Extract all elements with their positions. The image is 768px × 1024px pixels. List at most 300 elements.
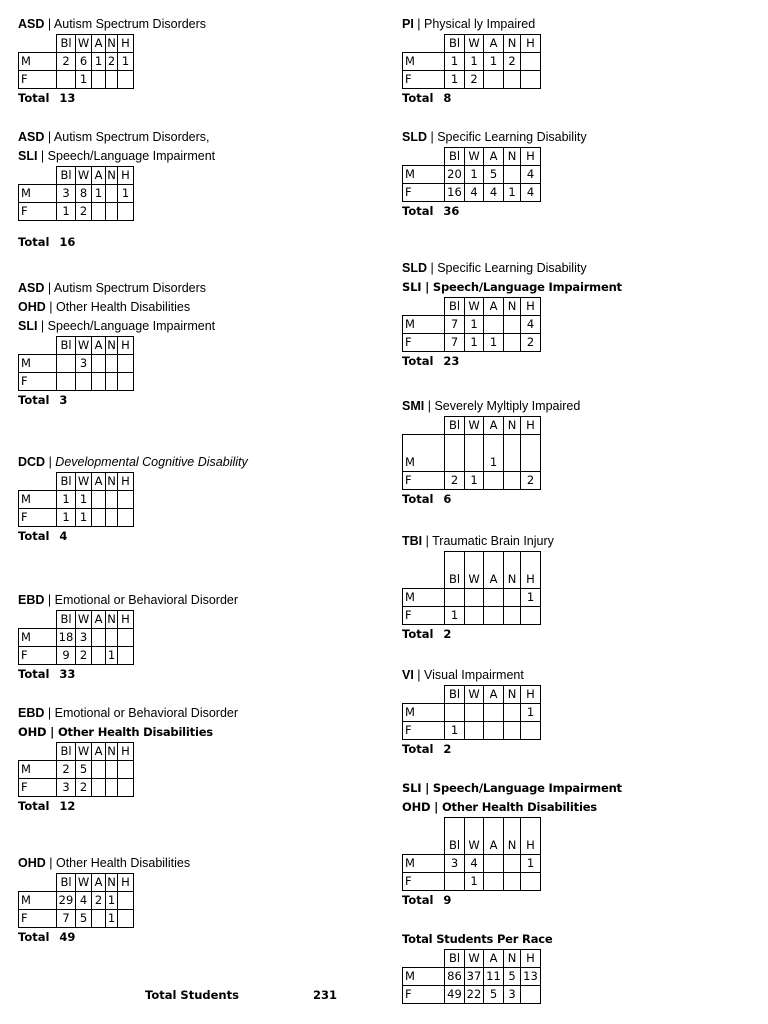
category-name: Speech/Language Impairment xyxy=(432,280,622,294)
row-label-f: F xyxy=(19,647,57,665)
header-corner-cell xyxy=(403,818,445,855)
category-heading xyxy=(402,128,587,147)
column-header-n: N xyxy=(504,298,521,316)
column-header-bl: Bl xyxy=(445,552,465,589)
row-label-m: M xyxy=(19,761,57,779)
race-totals-block xyxy=(402,930,553,1004)
row-label-m: M xyxy=(403,53,445,71)
column-header-bl: Bl xyxy=(445,950,465,968)
category-code: SLD xyxy=(402,261,427,275)
category-name: Traumatic Brain Injury xyxy=(432,534,554,548)
table-header-row xyxy=(403,148,541,166)
category-heading xyxy=(18,317,215,336)
race-count-table xyxy=(402,949,541,1004)
table-row-m xyxy=(19,761,134,779)
category-block xyxy=(18,279,215,409)
total-label: Total xyxy=(402,627,434,641)
category-heading xyxy=(402,259,622,278)
column-header-n: N xyxy=(504,148,521,166)
count-cell: 1 xyxy=(484,53,504,71)
column-header-bl: Bl xyxy=(445,417,465,435)
count-cell: 2 xyxy=(106,53,118,71)
heading-separator: | xyxy=(413,17,425,31)
count-cell: 8 xyxy=(76,185,92,203)
row-label-f: F xyxy=(403,184,445,202)
table-row-f xyxy=(403,873,541,891)
table-row-m xyxy=(403,166,541,184)
table-header-row xyxy=(403,417,541,435)
count-cell: 1 xyxy=(484,334,504,352)
count-cell xyxy=(504,704,521,722)
total-students-label: Total Students xyxy=(145,988,239,1002)
count-cell: 1 xyxy=(57,509,76,527)
column-header-h: H xyxy=(521,148,541,166)
category-total xyxy=(18,391,215,409)
total-label: Total xyxy=(402,204,434,218)
category-code: SLI xyxy=(402,280,422,294)
category-code: DCD xyxy=(18,455,46,469)
table-header-row xyxy=(403,298,541,316)
category-block xyxy=(402,532,554,643)
category-heading xyxy=(18,298,215,317)
table-row-f xyxy=(403,986,541,1004)
heading-separator: | xyxy=(45,300,56,314)
table-row-f xyxy=(19,910,134,928)
count-cell: 1 xyxy=(106,647,118,665)
count-cell: 3 xyxy=(76,629,92,647)
heading-separator: | xyxy=(44,593,55,607)
count-cell xyxy=(484,704,504,722)
heading-separator: | xyxy=(44,281,54,295)
category-block xyxy=(402,128,587,220)
count-cell xyxy=(484,873,504,891)
race-count-table xyxy=(18,742,134,797)
count-cell xyxy=(465,607,484,625)
category-heading xyxy=(18,279,215,298)
row-label-f: F xyxy=(403,986,445,1004)
row-label-f: F xyxy=(19,509,57,527)
count-cell: 1 xyxy=(465,166,484,184)
count-cell xyxy=(118,629,134,647)
count-cell xyxy=(118,892,134,910)
count-cell xyxy=(465,589,484,607)
count-cell: 2 xyxy=(504,53,521,71)
row-label-m: M xyxy=(19,355,57,373)
row-label-f: F xyxy=(403,607,445,625)
header-corner-cell xyxy=(403,417,445,435)
race-count-table xyxy=(18,166,134,221)
row-label-m: M xyxy=(403,316,445,334)
count-cell: 1 xyxy=(76,491,92,509)
count-cell xyxy=(484,316,504,334)
category-code: OHD xyxy=(18,856,46,870)
count-cell xyxy=(106,355,118,373)
table-row-f xyxy=(403,722,541,740)
category-heading xyxy=(18,723,238,742)
column-header-n: N xyxy=(106,35,118,53)
count-cell xyxy=(504,607,521,625)
table-header-row xyxy=(19,35,134,53)
category-code: ASD xyxy=(18,130,45,144)
column-header-h: H xyxy=(118,473,134,491)
heading-separator: | xyxy=(421,781,433,795)
column-header-h: H xyxy=(118,35,134,53)
header-corner-cell xyxy=(403,552,445,589)
race-count-table xyxy=(18,610,134,665)
category-name: Specific Learning Disability xyxy=(437,261,587,275)
race-count-table xyxy=(18,873,134,928)
total-label: Total xyxy=(18,235,50,249)
count-cell xyxy=(521,607,541,625)
column-header-h: H xyxy=(521,818,541,855)
table-row-f xyxy=(403,334,541,352)
heading-separator: | xyxy=(45,856,56,870)
count-cell xyxy=(465,722,484,740)
category-total xyxy=(402,490,580,508)
count-cell: 1 xyxy=(465,53,484,71)
total-students-value: 231 xyxy=(313,988,338,1002)
column-header-w: W xyxy=(76,473,92,491)
category-heading xyxy=(402,532,554,551)
column-header-bl: Bl xyxy=(445,686,465,704)
category-block xyxy=(402,15,541,107)
column-header-a: A xyxy=(92,337,106,355)
count-cell xyxy=(57,71,76,89)
total-value: 16 xyxy=(59,235,76,249)
category-heading xyxy=(402,798,622,817)
count-cell: 1 xyxy=(76,509,92,527)
total-value: 2 xyxy=(443,742,452,756)
category-name: Visual Impairment xyxy=(424,668,524,682)
total-label: Total xyxy=(402,354,434,368)
category-heading xyxy=(18,15,206,34)
count-cell xyxy=(521,71,541,89)
count-cell xyxy=(521,986,541,1004)
count-cell xyxy=(92,373,106,391)
count-cell xyxy=(92,629,106,647)
count-cell: 7 xyxy=(445,334,465,352)
column-header-bl: Bl xyxy=(57,874,76,892)
row-label-f: F xyxy=(19,910,57,928)
column-header-w: W xyxy=(76,167,92,185)
count-cell xyxy=(106,373,118,391)
count-cell xyxy=(484,855,504,873)
count-cell xyxy=(92,761,106,779)
category-heading xyxy=(18,453,248,472)
category-name: Other Health Disabilities xyxy=(55,300,191,314)
count-cell: 3 xyxy=(57,185,76,203)
count-cell: 86 xyxy=(445,968,465,986)
count-cell xyxy=(504,589,521,607)
count-cell: 1 xyxy=(106,892,118,910)
count-cell: 2 xyxy=(76,779,92,797)
column-header-bl: Bl xyxy=(57,473,76,491)
count-cell xyxy=(504,435,521,472)
count-cell xyxy=(504,855,521,873)
category-heading xyxy=(18,704,238,723)
category-total xyxy=(18,928,190,946)
count-cell: 1 xyxy=(484,435,504,472)
count-cell: 4 xyxy=(484,184,504,202)
row-label-m: M xyxy=(19,491,57,509)
count-cell: 2 xyxy=(521,472,541,490)
count-cell: 1 xyxy=(106,910,118,928)
header-corner-cell xyxy=(403,950,445,968)
column-header-a: A xyxy=(484,950,504,968)
table-row-f xyxy=(403,472,541,490)
column-header-bl: Bl xyxy=(57,167,76,185)
count-cell xyxy=(57,373,76,391)
column-header-a: A xyxy=(92,743,106,761)
table-header-row xyxy=(403,686,541,704)
count-cell: 4 xyxy=(521,184,541,202)
category-heading xyxy=(18,147,215,166)
category-heading xyxy=(402,397,580,416)
category-code: OHD xyxy=(18,725,47,739)
category-block xyxy=(402,666,541,758)
total-value: 9 xyxy=(443,893,452,907)
count-cell: 1 xyxy=(118,185,134,203)
category-code: SLD xyxy=(402,130,427,144)
column-header-n: N xyxy=(106,611,118,629)
row-label-m: M xyxy=(403,166,445,184)
column-header-w: W xyxy=(76,611,92,629)
category-name: Autism Spectrum Disorders, xyxy=(53,130,210,144)
column-header-a: A xyxy=(92,473,106,491)
count-cell: 18 xyxy=(57,629,76,647)
count-cell xyxy=(118,761,134,779)
count-cell: 2 xyxy=(465,71,484,89)
category-name: Physical ly Impaired xyxy=(424,17,536,31)
race-count-table xyxy=(402,147,541,202)
column-header-bl: Bl xyxy=(57,743,76,761)
race-count-table xyxy=(402,416,541,490)
column-header-a: A xyxy=(484,35,504,53)
table-row-f xyxy=(19,203,134,221)
table-row-m xyxy=(19,892,134,910)
count-cell: 5 xyxy=(484,166,504,184)
heading-separator: | xyxy=(46,725,58,739)
row-label-f: F xyxy=(403,873,445,891)
row-label-f: F xyxy=(19,779,57,797)
table-row-f xyxy=(19,373,134,391)
count-cell: 7 xyxy=(445,316,465,334)
header-corner-cell xyxy=(403,298,445,316)
heading-separator: | xyxy=(44,130,54,144)
count-cell: 5 xyxy=(504,968,521,986)
heading-separator: | xyxy=(424,399,435,413)
category-code: ASD xyxy=(18,17,45,31)
table-header-row xyxy=(403,950,541,968)
column-header-h: H xyxy=(521,686,541,704)
total-label: Total xyxy=(18,930,50,944)
count-cell xyxy=(106,71,118,89)
count-cell xyxy=(76,373,92,391)
column-header-h: H xyxy=(521,298,541,316)
column-header-n: N xyxy=(504,950,521,968)
count-cell: 5 xyxy=(484,986,504,1004)
count-cell: 3 xyxy=(57,779,76,797)
row-label-m: M xyxy=(403,704,445,722)
count-cell xyxy=(504,316,521,334)
column-header-bl: Bl xyxy=(445,35,465,53)
row-label-m: M xyxy=(19,892,57,910)
table-header-row xyxy=(19,611,134,629)
count-cell: 1 xyxy=(445,53,465,71)
table-header-row xyxy=(19,874,134,892)
total-label: Total xyxy=(18,667,50,681)
category-block xyxy=(18,591,238,683)
heading-separator: | xyxy=(413,668,425,682)
table-row-m xyxy=(403,435,541,472)
column-header-n: N xyxy=(106,743,118,761)
column-header-w: W xyxy=(465,298,484,316)
category-heading xyxy=(18,591,238,610)
count-cell xyxy=(465,704,484,722)
count-cell: 37 xyxy=(465,968,484,986)
row-label-f: F xyxy=(403,71,445,89)
total-label: Total xyxy=(402,742,434,756)
category-total xyxy=(402,202,587,220)
heading-separator: | xyxy=(44,17,54,31)
category-code: EBD xyxy=(18,706,45,720)
row-label-m: M xyxy=(19,629,57,647)
category-total xyxy=(18,665,238,683)
total-label: Total xyxy=(18,91,50,105)
category-code: PI xyxy=(402,17,414,31)
heading-separator: | xyxy=(427,261,438,275)
count-cell: 5 xyxy=(76,761,92,779)
column-header-h: H xyxy=(118,611,134,629)
race-totals-heading: Total Students Per Race xyxy=(402,932,553,946)
count-cell xyxy=(92,910,106,928)
header-corner-cell xyxy=(19,337,57,355)
category-total xyxy=(402,89,541,107)
count-cell xyxy=(118,647,134,665)
count-cell xyxy=(484,589,504,607)
count-cell xyxy=(465,435,484,472)
category-block xyxy=(402,397,580,508)
count-cell: 9 xyxy=(57,647,76,665)
count-cell xyxy=(92,509,106,527)
category-heading xyxy=(402,666,541,685)
table-row-m xyxy=(19,355,134,373)
table-header-row xyxy=(403,35,541,53)
count-cell: 3 xyxy=(445,855,465,873)
category-total xyxy=(18,89,206,107)
count-cell: 1 xyxy=(465,873,484,891)
category-total xyxy=(402,891,622,909)
count-cell: 1 xyxy=(465,316,484,334)
category-name: Developmental Cognitive Disability xyxy=(55,455,248,469)
category-name: Speech/Language Impairment xyxy=(47,319,216,333)
count-cell: 4 xyxy=(76,892,92,910)
table-header-row xyxy=(19,167,134,185)
count-cell xyxy=(106,203,118,221)
category-name: Emotional or Behavioral Disorder xyxy=(54,593,239,607)
count-cell xyxy=(57,355,76,373)
total-value: 13 xyxy=(59,91,76,105)
column-header-a: A xyxy=(484,298,504,316)
heading-separator: | xyxy=(430,800,442,814)
race-count-table xyxy=(402,817,541,891)
category-block xyxy=(18,128,215,251)
column-header-n: N xyxy=(106,337,118,355)
count-cell xyxy=(118,910,134,928)
column-header-h: H xyxy=(118,167,134,185)
column-header-w: W xyxy=(465,148,484,166)
column-header-w: W xyxy=(465,950,484,968)
count-cell: 16 xyxy=(445,184,465,202)
count-cell xyxy=(484,722,504,740)
column-header-bl: Bl xyxy=(445,818,465,855)
table-row-m xyxy=(403,968,541,986)
category-name: Severely Myltiply Impaired xyxy=(434,399,581,413)
category-code: SMI xyxy=(402,399,425,413)
count-cell: 1 xyxy=(521,589,541,607)
count-cell xyxy=(445,589,465,607)
header-corner-cell xyxy=(19,874,57,892)
race-count-table xyxy=(402,551,541,625)
column-header-h: H xyxy=(521,950,541,968)
count-cell xyxy=(92,203,106,221)
header-corner-cell xyxy=(19,743,57,761)
column-header-w: W xyxy=(465,35,484,53)
count-cell: 2 xyxy=(57,53,76,71)
category-name: Autism Spectrum Disorders xyxy=(53,17,207,31)
count-cell: 1 xyxy=(521,704,541,722)
category-name: Other Health Disabilities xyxy=(55,856,191,870)
count-cell: 20 xyxy=(445,166,465,184)
total-label: Total xyxy=(402,91,434,105)
category-code: SLI xyxy=(18,149,38,163)
category-code: ASD xyxy=(18,281,45,295)
total-label: Total xyxy=(18,393,50,407)
total-value: 2 xyxy=(443,627,452,641)
count-cell: 1 xyxy=(445,607,465,625)
header-corner-cell xyxy=(403,148,445,166)
total-value: 6 xyxy=(443,492,452,506)
count-cell: 1 xyxy=(118,53,134,71)
category-code: VI xyxy=(402,668,414,682)
total-label: Total xyxy=(18,799,50,813)
count-cell xyxy=(521,435,541,472)
row-label-m: M xyxy=(403,435,445,472)
row-label-f: F xyxy=(403,472,445,490)
category-code: OHD xyxy=(18,300,46,314)
total-value: 49 xyxy=(59,930,76,944)
column-header-h: H xyxy=(118,874,134,892)
category-total xyxy=(18,527,248,545)
total-value: 23 xyxy=(443,354,460,368)
count-cell xyxy=(92,491,106,509)
count-cell xyxy=(504,472,521,490)
table-row-m xyxy=(403,316,541,334)
column-header-w: W xyxy=(76,337,92,355)
count-cell xyxy=(484,472,504,490)
table-header-row xyxy=(403,818,541,855)
count-cell: 2 xyxy=(57,761,76,779)
count-cell: 2 xyxy=(521,334,541,352)
race-count-table xyxy=(18,472,134,527)
count-cell: 2 xyxy=(76,203,92,221)
table-header-row xyxy=(19,337,134,355)
row-label-f: F xyxy=(19,203,57,221)
table-row-m xyxy=(403,855,541,873)
count-cell xyxy=(521,873,541,891)
count-cell xyxy=(118,373,134,391)
count-cell xyxy=(504,166,521,184)
